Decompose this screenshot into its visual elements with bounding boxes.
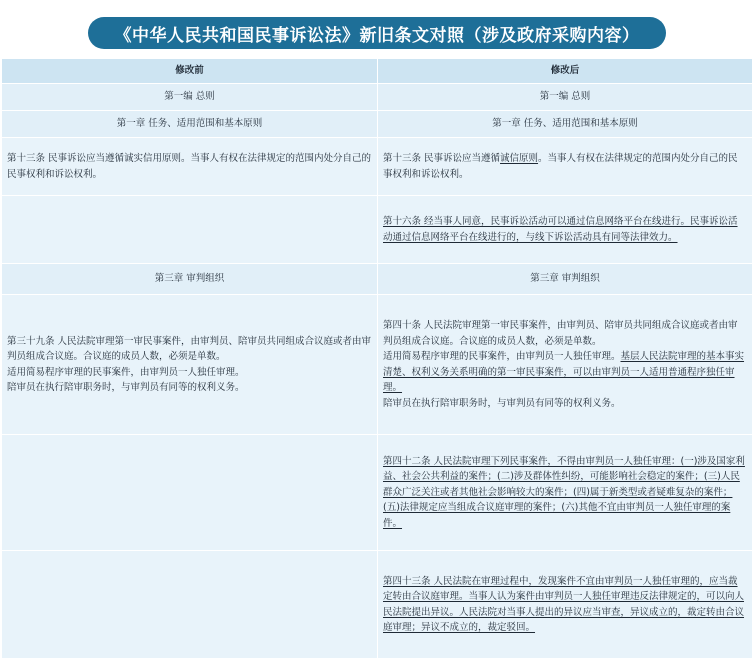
chapter1-heading-row — [2, 111, 753, 138]
article-43-before — [2, 551, 378, 659]
article-13-after-text-a: 第十三条 民事诉讼应当遵循 — [383, 153, 501, 164]
chapter1-heading-before: 第一章 任务、适用范围和基本原则 — [2, 111, 378, 138]
article-42-before — [2, 435, 378, 551]
article-40-after-p2-text: 适用简易程序审理的民事案件，由审判员一人独任审理。 — [383, 351, 621, 362]
article-40-after-p2 — [383, 349, 747, 396]
article-40-after-p3: 陪审员在执行陪审职务时，与审判员有同等的权利义务。 — [383, 397, 621, 409]
article-13-row — [2, 138, 753, 196]
chapter1-heading-after: 第一章 任务、适用范围和基本原则 — [378, 111, 753, 138]
part-heading-before: 第一编 总则 — [2, 84, 378, 111]
article-13-after-changed: 诚信原则 — [500, 153, 539, 164]
comparison-table — [1, 58, 753, 659]
chapter3-heading-row — [2, 264, 753, 295]
article-39-before — [2, 295, 378, 435]
column-header-before: 修改前 — [2, 59, 378, 84]
article-43-row — [2, 551, 753, 659]
part-heading-after: 第一编 总则 — [378, 84, 753, 111]
chapter3-heading-before: 第三章 审判组织 — [2, 264, 378, 295]
article-43-after: 第四十三条 人民法院在审理过程中，发现案件不宜由审判员一人独任审理的，应当裁定转由合议庭审理。当事人认为案件由审判员一人独任审理违反法律规定的，可以向人民法院提出异议。人民法院对当事人提出的异议应当审查，异议成立的，裁定转由合议庭审理；异议不成立的，裁定驳回。 — [378, 551, 753, 659]
article-39-40-row — [2, 295, 753, 435]
article-13-before: 第十三条 民事诉讼应当遵循诚实信用原则。当事人有权在法律规定的范围内处分自己的民事权利和诉讼权利。 — [2, 138, 378, 196]
article-16-after: 第十六条 经当事人同意，民事诉讼活动可以通过信息网络平台在线进行。民事诉讼活动通过信息网络平台在线进行的，与线下诉讼活动具有同等法律效力。 — [378, 196, 753, 264]
title-banner — [0, 0, 753, 54]
article-16-before — [2, 196, 378, 264]
article-39-before-p1: 第三十九条 人民法院审理第一审民事案件，由审判员、陪审员共同组成合议庭或者由审判员组成合议庭。合议庭的成员人数，必须是单数。 — [7, 335, 372, 362]
article-42-after: 第四十二条 人民法院审理下列民事案件，不得由审判员一人独任审理：(一)涉及国家利益、社会公共利益的案件；(二)涉及群体性纠纷，可能影响社会稳定的案件；(三)人民群众广泛关注或者其他社会影响较大的案件；(四)属于新类型或者疑难复杂的案件；(五)法律规定应当组成合议庭审理的案件；(六)其他不宜由审判员一人独任审理的案件。 — [378, 435, 753, 551]
article-42-row — [2, 435, 753, 551]
page-title: 《中华人民共和国民事诉讼法》新旧条文对照（涉及政府采购内容） — [88, 17, 666, 49]
article-39-before-p2: 适用简易程序审理的民事案件，由审判员一人独任审理。 — [7, 366, 245, 378]
article-40-after — [378, 295, 753, 435]
article-16-row — [2, 196, 753, 264]
article-39-before-p3: 陪审员在执行陪审职务时，与审判员有同等的权利义务。 — [7, 382, 245, 393]
chapter3-heading-after: 第三章 审判组织 — [378, 264, 753, 295]
column-header-after: 修改后 — [378, 59, 753, 84]
part-heading-row — [2, 84, 753, 111]
article-13-after — [378, 138, 753, 196]
article-40-after-p1: 第四十条 人民法院审理第一审民事案件，由审判员、陪审员共同组成合议庭或者由审判员组成合议庭。合议庭的成员人数，必须是单数。 — [383, 320, 738, 347]
article-13-after-text-b: 。当事人有权在法律规定的范围内处分自己的民事权利和诉讼权利。 — [383, 153, 738, 180]
column-header-row — [2, 59, 753, 84]
article-40-after-p2-changed: 基层人民法院审理的基本事实清楚、权利义务关系明确的第一审民事案件，可以由审判员一人适用普通程序独任审理。 — [383, 351, 745, 393]
